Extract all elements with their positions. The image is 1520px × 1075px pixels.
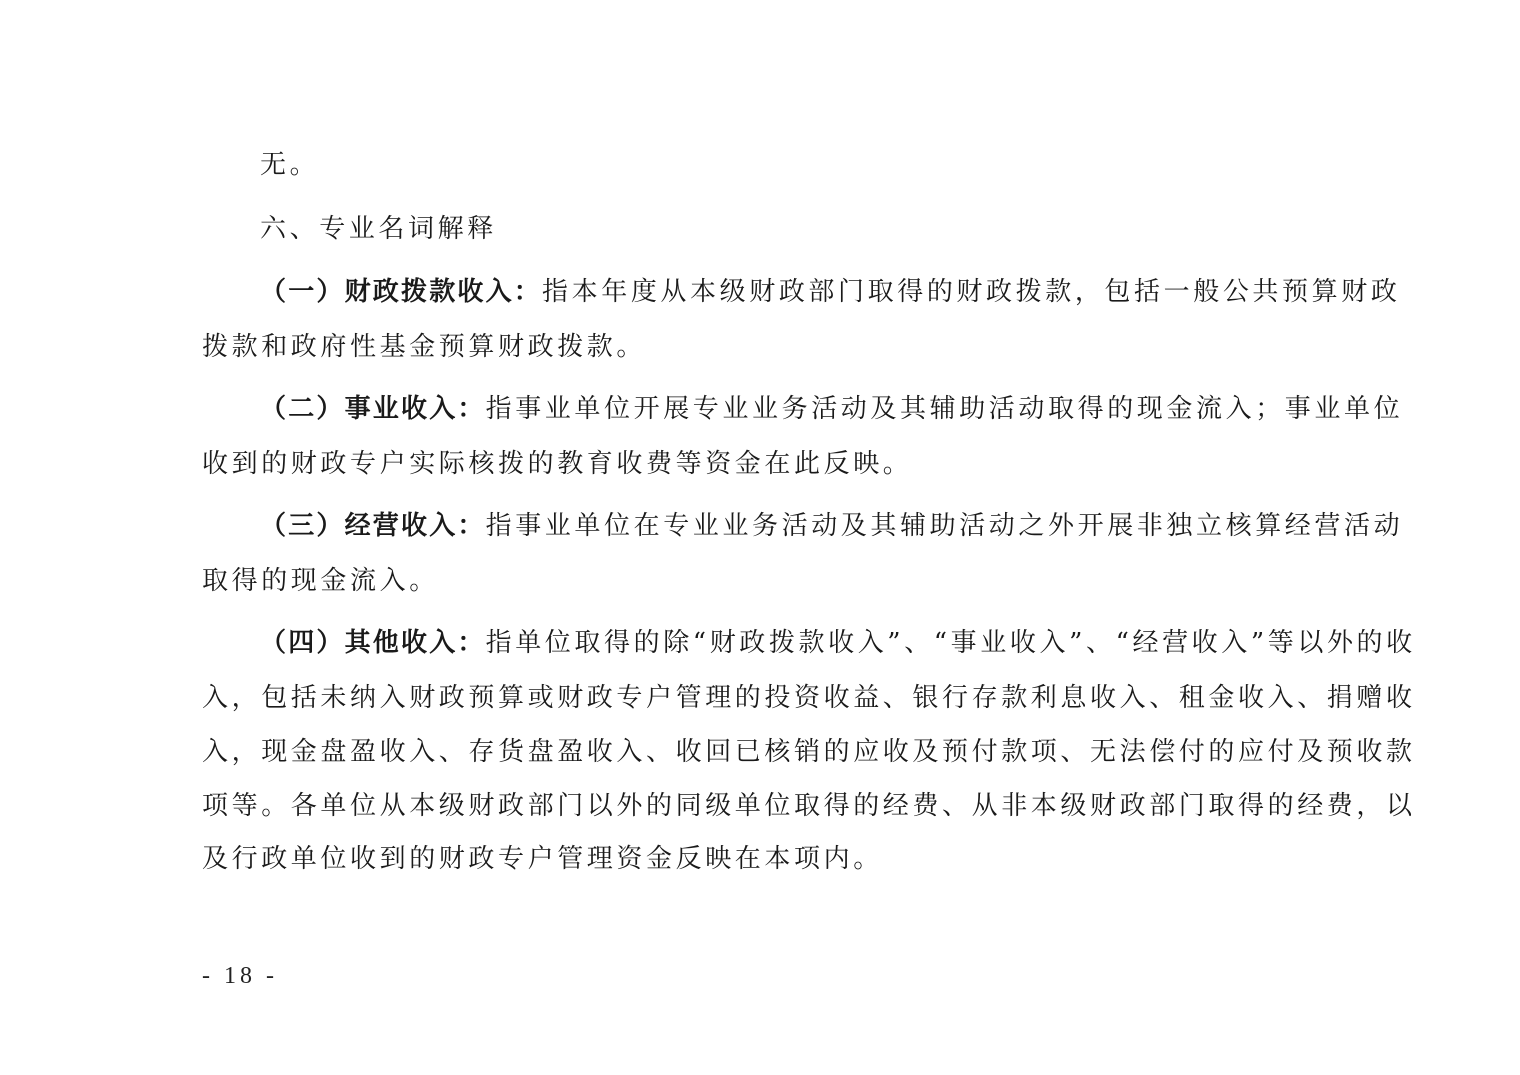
- definition-text-4: 指单位取得的除“财政拨款收入”、“事业收入”、“经营收入”等以外的收: [485, 628, 1416, 658]
- definition-item-4-line-4: 项等。各单位从本级财政部门以外的同级单位取得的经费、从非本级财政部门取得的经费，以: [202, 791, 1416, 821]
- definition-item-2-line-2: 收到的财政专户实际核拨的教育收费等资金在此反映。: [202, 449, 913, 479]
- definition-item-1-line-2: 拨款和政府性基金预算财政拨款。: [202, 332, 647, 362]
- definition-item-3-first-line: [260, 509, 1403, 543]
- definition-item-4-line-5: 及行政单位收到的财政专户管理资金反映在本项内。: [202, 844, 883, 874]
- definition-text-2: 指事业单位开展专业业务活动及其辅助活动取得的现金流入；事业单位: [485, 394, 1404, 424]
- definition-item-4-first-line: [260, 626, 1416, 660]
- page-number: - 18 -: [202, 963, 278, 989]
- definition-item-1-first-line: [260, 275, 1400, 309]
- definition-item-2-first-line: [260, 392, 1403, 426]
- definition-term-4: （四）其他收入：: [260, 628, 486, 658]
- definition-item-4-line-2: 入，包括未纳入财政预算或财政专户管理的投资收益、银行存款利息收入、租金收入、捐赠收: [202, 683, 1416, 713]
- intro-paragraph: 无。: [260, 150, 320, 180]
- definition-term-3: （三）经营收入：: [260, 511, 486, 541]
- definition-text-1: 指本年度从本级财政部门取得的财政拨款，包括一般公共预算财政: [542, 277, 1401, 307]
- definition-term-2: （二）事业收入：: [260, 394, 486, 424]
- definition-item-3-line-2: 取得的现金流入。: [202, 566, 439, 596]
- section-heading: 六、专业名词解释: [260, 214, 497, 244]
- definition-item-4-line-3: 入，现金盘盈收入、存货盘盈收入、收回已核销的应收及预付款项、无法偿付的应付及预收款: [202, 737, 1416, 767]
- definition-text-3: 指事业单位在专业业务活动及其辅助活动之外开展非独立核算经营活动: [485, 511, 1404, 541]
- definition-term-1: （一）财政拨款收入：: [260, 277, 543, 307]
